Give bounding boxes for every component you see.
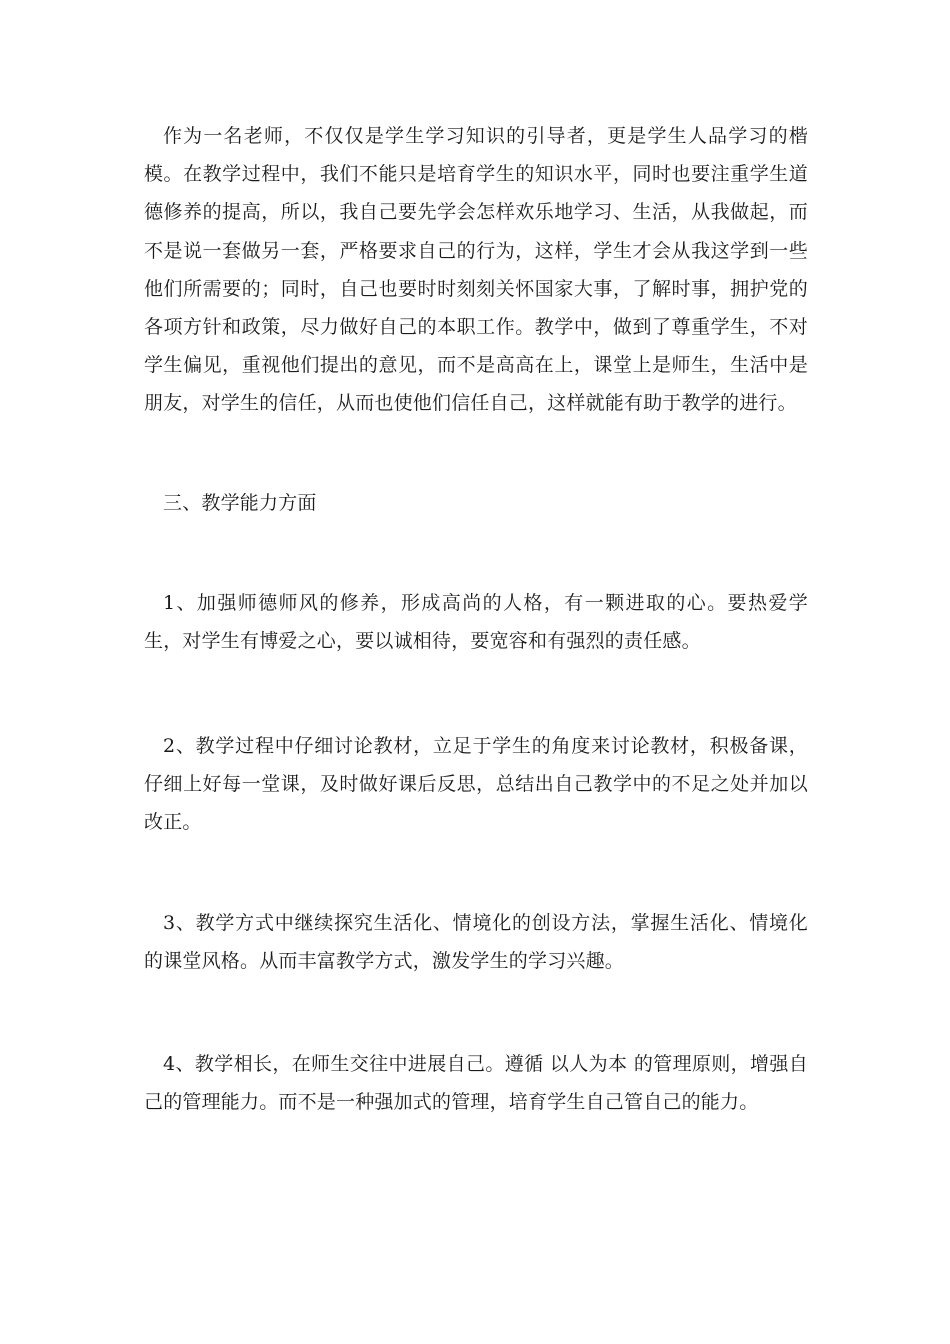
intro-paragraph: 作为一名老师，不仅仅是学生学习知识的引导者，更是学生人品学习的楷模。在教学过程中，我们不能只是培育学生的知识水平，同时也要注重学生道德修养的提高，所以，我自己要先学会怎样欢乐地学习、生活，从我做起，而不是说一套做另一套，严格要求自己的行为，这样，学生才会从我这学到一些他们所需要的；同时，自己也要时时刻刻关怀国家大事，了解时事，拥护党的各项方针和政策，尽力做好自己的本职工作。教学中，做到了尊重学生，不对学生偏见，重视他们提出的意见，而不是高高在上，课堂上是师生，生活中是朋友，对学生的信任，从而也使他们信任自己，这样就能有助于教学的进行。 <box>144 125 808 415</box>
list-item-4: 4、教学相长，在师生交往中进展自己。遵循 以人为本 的管理原则，增强自己的管理能力。而不是一种强加式的管理，培育学生自己管自己的能力。 <box>144 1053 808 1114</box>
list-item-3: 3、教学方式中继续探究生活化、情境化的创设方法，掌握生活化、情境化的课堂风格。从而丰富教学方式，激发学生的学习兴趣。 <box>144 912 808 973</box>
list-item-1: 1、加强师德师风的修养，形成高尚的人格，有一颗进取的心。要热爱学生，对学生有博爱之心，要以诚相待，要宽容和有强烈的责任感。 <box>144 592 808 653</box>
list-item-2: 2、教学过程中仔细讨论教材，立足于学生的角度来讨论教材，积极备课，仔细上好每一堂课，及时做好课后反思，总结出自己教学中的不足之处并加以改正。 <box>144 735 808 834</box>
section-heading: 三、教学能力方面 <box>163 492 317 514</box>
